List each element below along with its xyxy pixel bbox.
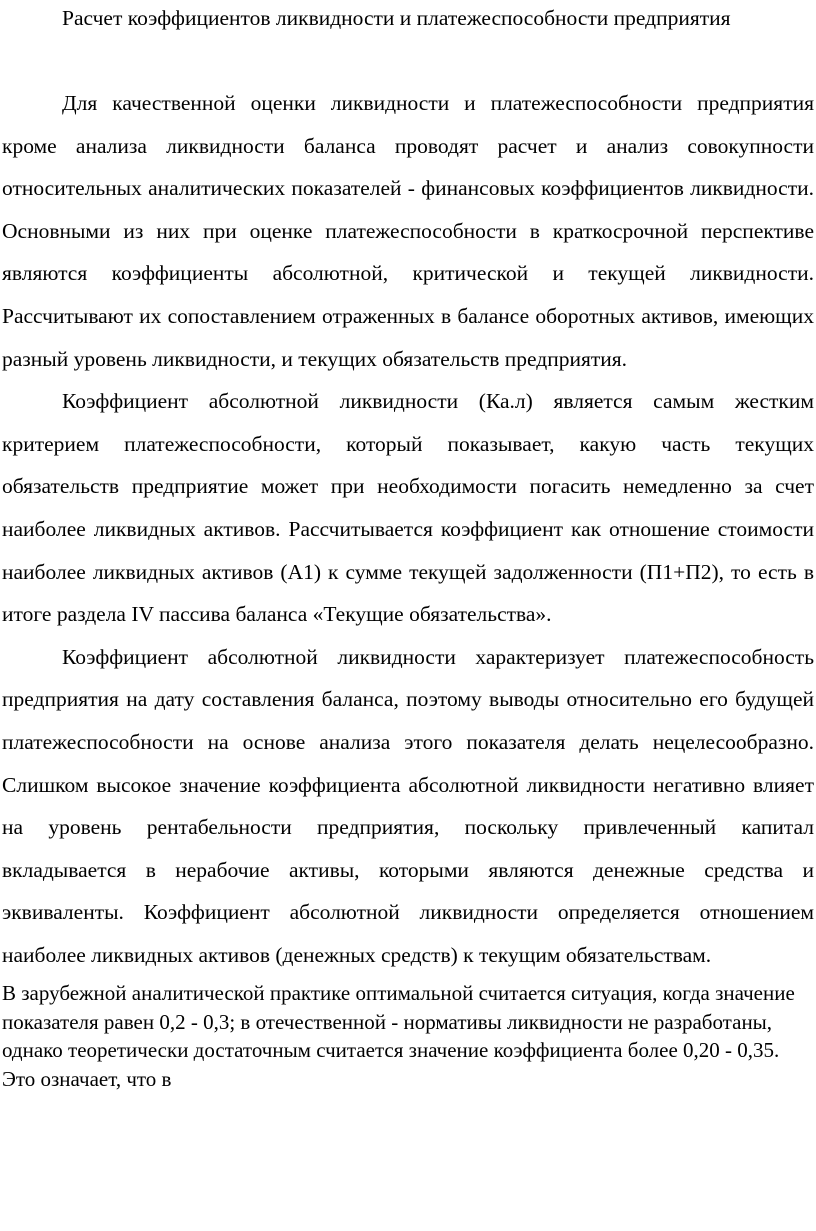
paragraph-foreign-practice: В зарубежной аналитической практике оптимальной считается ситуация, когда значение показателя равен 0,2 - 0,3; в отечественной - нормативы ликвидности не разработаны, однако теоретически достаточным считается значение коэффициента более 0,20 - 0,35. Это означает, что в <box>2 981 795 1091</box>
paragraph-absolute-liquidity-definition: Коэффициент абсолютной ликвидности (Ка.л) является самым жестким критерием платежеспособности, который показывает, какую часть текущих обязательств предприятие может при необходимости погасить немедленно за счет наиболее ликвидных активов. Рассчитывается коэффициент как отношение стоимости наиболее ликвидных активов (А1) к сумме текущей задолженности (П1+П2), то есть в итоге раздела IV пассива баланса «Текущие обязательства». <box>2 389 814 627</box>
document-body <box>2 82 814 1093</box>
paragraph-intro: Для качественной оценки ликвидности и платежеспособности предприятия кроме анализа ликвидности баланса проводят расчет и анализ совокупности относительных аналитических показателей - финансовых коэффициентов ликвидности. Основными из них при оценке платежеспособности в краткосрочной перспективе являются коэффициенты абсолютной, критической и текущей ликвидности. Рассчитывают их сопоставлением отраженных в балансе оборотных активов, имеющих разный уровень ликвидности, и текущих обязательств предприятия. <box>2 91 814 371</box>
document-title: Расчет коэффициентов ликвидности и платежеспособности предприятия <box>62 6 731 30</box>
paragraph-absolute-liquidity-characteristics: Коэффициент абсолютной ликвидности характеризует платежеспособность предприятия на дату составления баланса, поэтому выводы относительно его будущей платежеспособности на основе анализа этого показателя делать нецелесообразно. Слишком высокое значение коэффициента абсолютной ликвидности негативно влияет на уровень рентабельности предприятия, поскольку привлеченный капитал вкладывается в нерабочие активы, которыми являются денежные средства и эквиваленты. Коэффициент абсолютной ликвидности определяется отношением наиболее ликвидных активов (денежных средств) к текущим обязательствам. <box>2 644 814 967</box>
